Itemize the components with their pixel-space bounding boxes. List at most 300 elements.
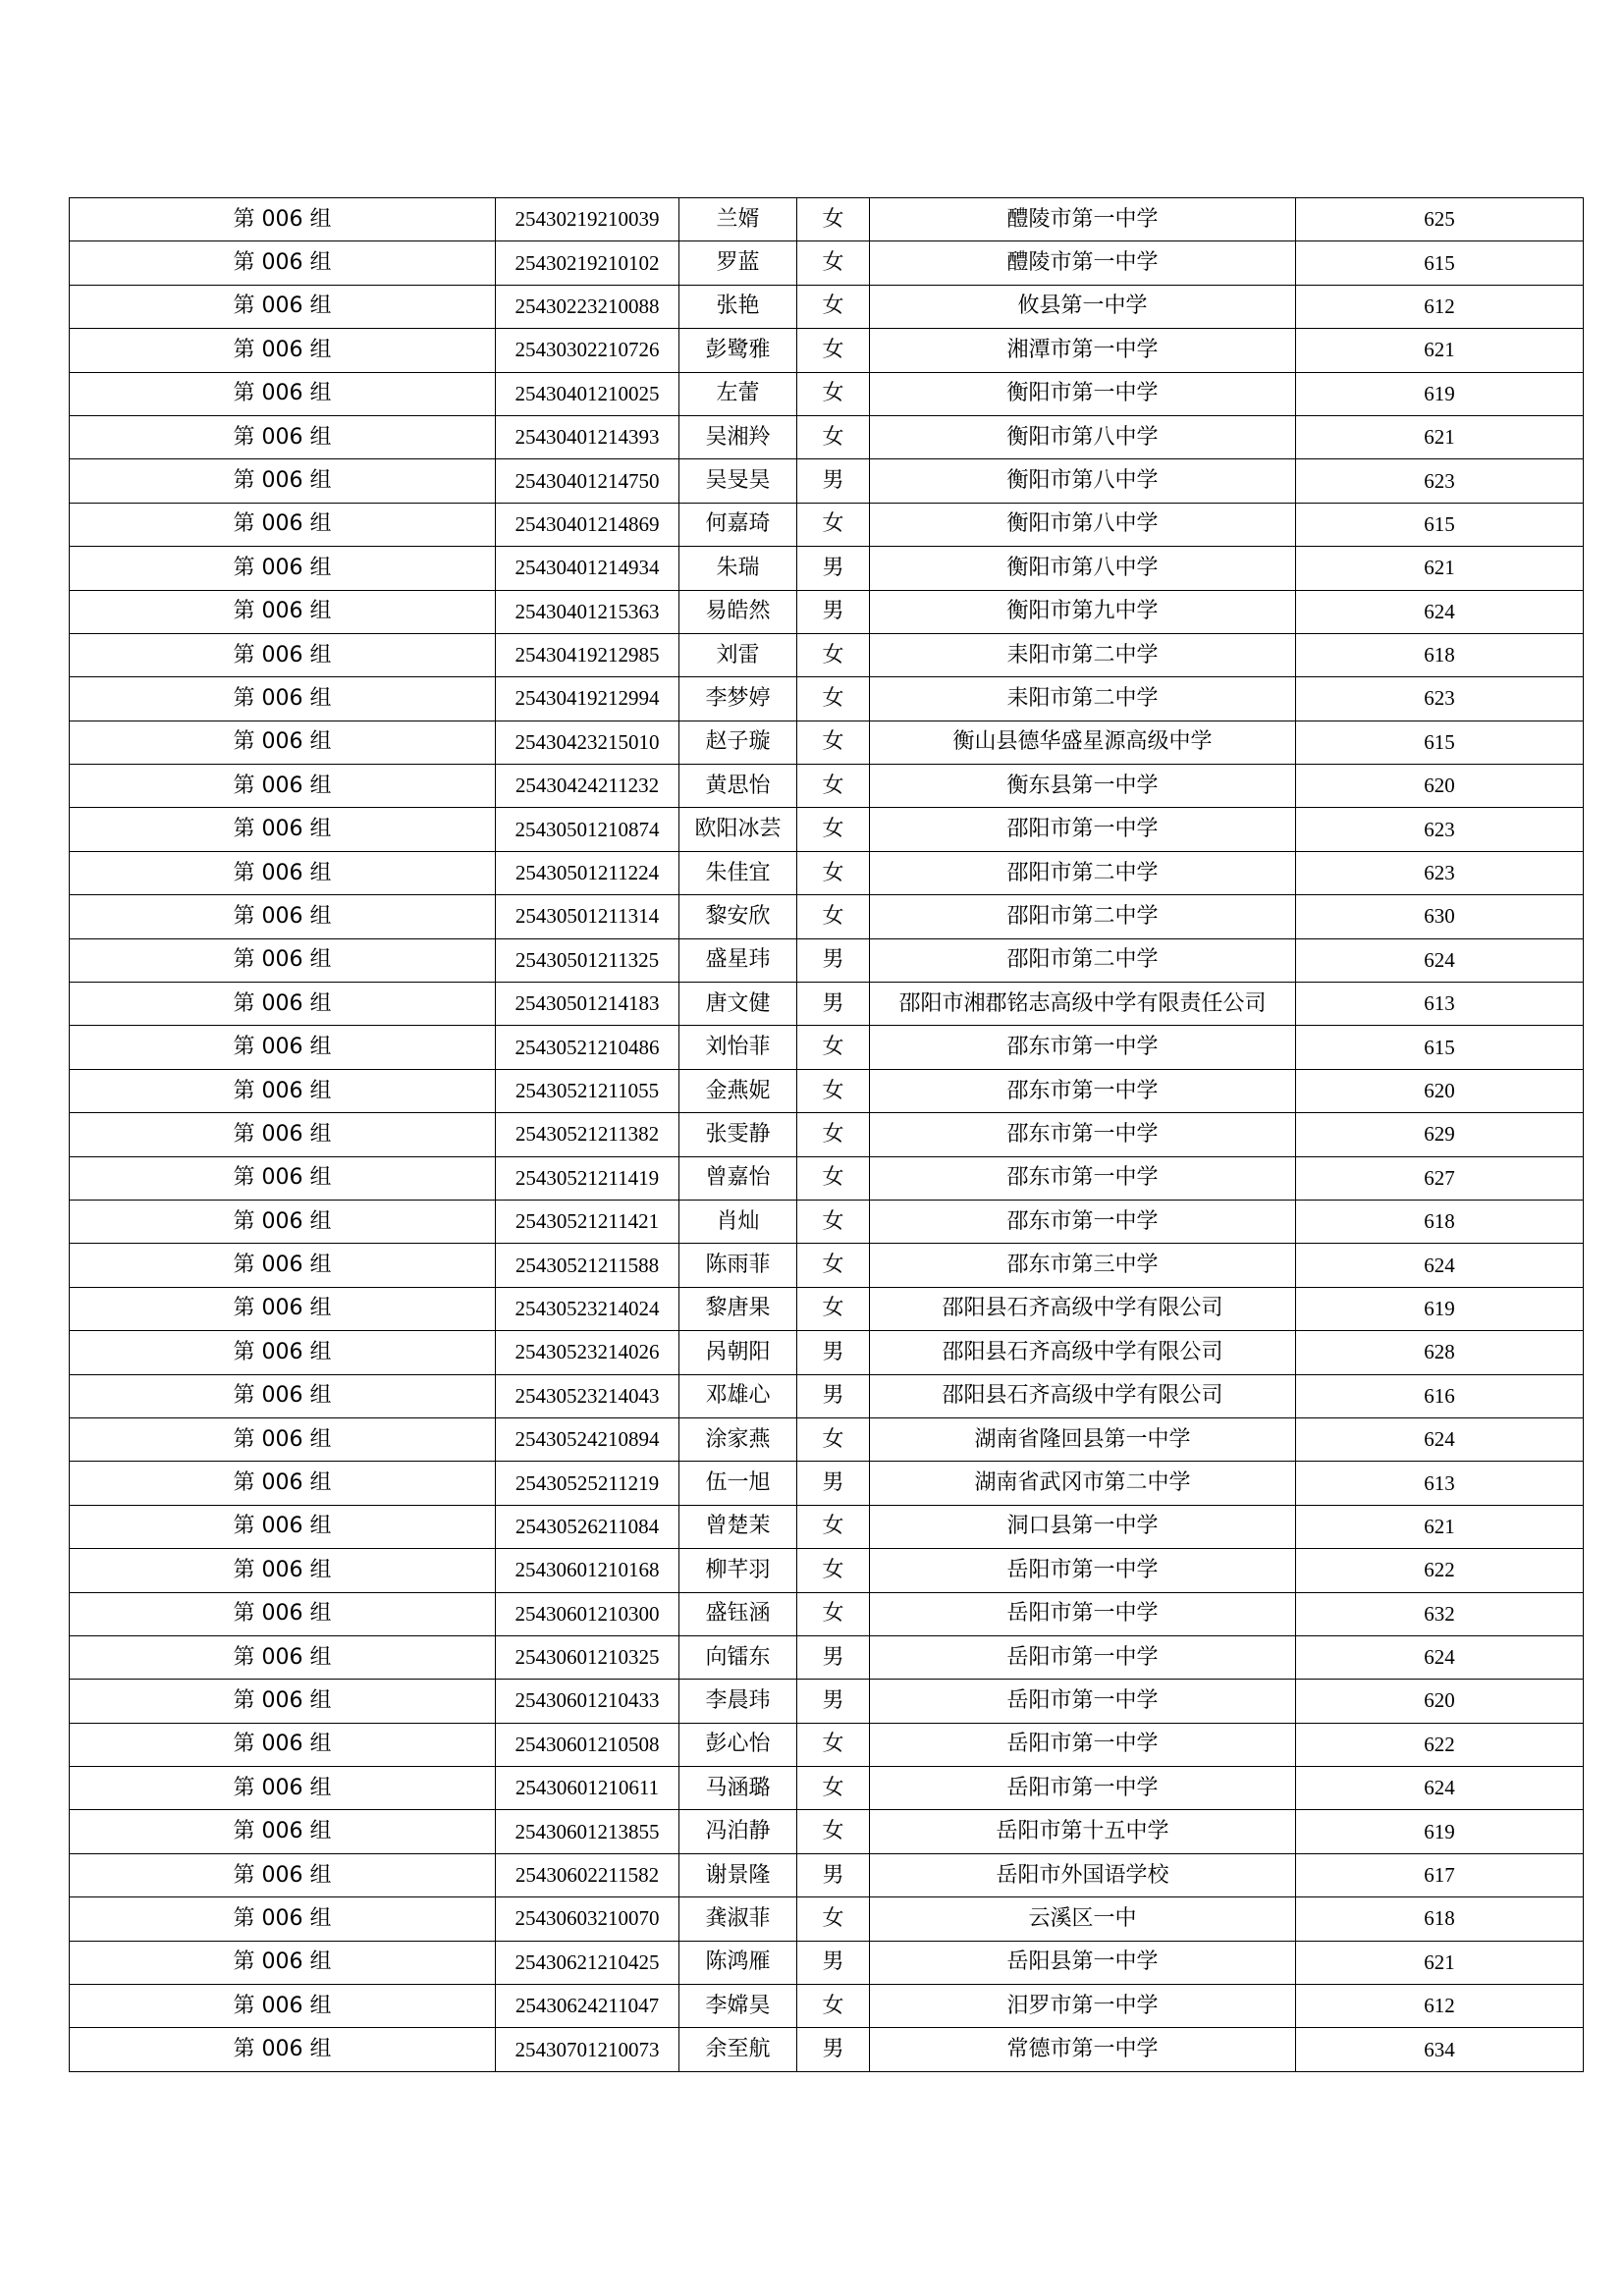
score-cell: 621 [1296,1505,1584,1548]
table-row [70,1635,1584,1679]
score-cell: 619 [1296,1287,1584,1330]
student-name-cell: 黎唐果 [679,1287,797,1330]
group-cell: 第 006 组 [70,1505,496,1548]
gender-cell: 男 [797,1635,870,1679]
student-name-cell: 兰婿 [679,198,797,241]
school-cell: 邵阳县石齐高级中学有限公司 [870,1331,1296,1374]
score-cell: 630 [1296,895,1584,938]
exam-id-cell: 25430601213855 [496,1810,679,1853]
score-cell: 623 [1296,851,1584,894]
student-name-cell: 张雯静 [679,1113,797,1156]
score-cell: 624 [1296,1767,1584,1810]
school-cell: 邵阳市湘郡铭志高级中学有限责任公司 [870,983,1296,1026]
student-name-cell: 唐文健 [679,983,797,1026]
score-cell: 620 [1296,765,1584,808]
score-cell: 621 [1296,1941,1584,1984]
gender-cell: 女 [797,1723,870,1766]
student-name-cell: 曾楚茉 [679,1505,797,1548]
gender-cell: 女 [797,1026,870,1069]
group-cell: 第 006 组 [70,983,496,1026]
exam-id-cell: 25430501214183 [496,983,679,1026]
score-cell: 615 [1296,241,1584,285]
group-cell: 第 006 组 [70,1026,496,1069]
score-cell: 624 [1296,1244,1584,1287]
gender-cell: 男 [797,983,870,1026]
student-name-cell: 金燕妮 [679,1069,797,1112]
table-row [70,285,1584,328]
score-cell: 628 [1296,1331,1584,1374]
score-cell: 620 [1296,1680,1584,1723]
student-name-cell: 余至航 [679,2028,797,2071]
school-cell: 衡阳市第九中学 [870,590,1296,633]
group-cell: 第 006 组 [70,1985,496,2028]
gender-cell: 女 [797,1417,870,1461]
group-cell: 第 006 组 [70,2028,496,2071]
student-name-cell: 张艳 [679,285,797,328]
exam-id-cell: 25430401215363 [496,590,679,633]
exam-id-cell: 25430525211219 [496,1462,679,1505]
table-row [70,198,1584,241]
gender-cell: 女 [797,1505,870,1548]
group-cell: 第 006 组 [70,1810,496,1853]
table-row [70,938,1584,982]
group-cell: 第 006 组 [70,372,496,415]
exam-id-cell: 25430526211084 [496,1505,679,1548]
group-cell: 第 006 组 [70,1287,496,1330]
table-row [70,983,1584,1026]
gender-cell: 女 [797,633,870,676]
exam-id-cell: 25430523214026 [496,1331,679,1374]
table-row [70,765,1584,808]
table-row [70,547,1584,590]
score-cell: 621 [1296,329,1584,372]
score-cell: 615 [1296,1026,1584,1069]
gender-cell: 女 [797,1810,870,1853]
exam-id-cell: 25430523214043 [496,1374,679,1417]
gender-cell: 男 [797,1331,870,1374]
score-cell: 624 [1296,1417,1584,1461]
exam-id-cell: 25430601210168 [496,1549,679,1592]
group-cell: 第 006 组 [70,1680,496,1723]
student-name-cell: 盛星玮 [679,938,797,982]
school-cell: 岳阳市第一中学 [870,1635,1296,1679]
score-cell: 622 [1296,1723,1584,1766]
school-cell: 邵阳市第一中学 [870,808,1296,851]
exam-id-cell: 25430401214393 [496,415,679,458]
student-name-cell: 邓雄心 [679,1374,797,1417]
score-cell: 621 [1296,415,1584,458]
table-row [70,459,1584,503]
score-cell: 615 [1296,721,1584,764]
student-name-cell: 龚淑菲 [679,1897,797,1941]
group-cell: 第 006 组 [70,547,496,590]
table-row [70,1331,1584,1374]
score-cell: 623 [1296,459,1584,503]
student-name-cell: 曾嘉怡 [679,1156,797,1200]
gender-cell: 女 [797,1549,870,1592]
gender-cell: 男 [797,1680,870,1723]
gender-cell: 女 [797,1897,870,1941]
table-row [70,1244,1584,1287]
gender-cell: 女 [797,1592,870,1635]
group-cell: 第 006 组 [70,808,496,851]
group-cell: 第 006 组 [70,285,496,328]
gender-cell: 女 [797,285,870,328]
school-cell: 邵阳县石齐高级中学有限公司 [870,1374,1296,1417]
exam-id-cell: 25430521211055 [496,1069,679,1112]
school-cell: 邵阳市第二中学 [870,851,1296,894]
table-row [70,372,1584,415]
gender-cell: 女 [797,851,870,894]
exam-id-cell: 25430223210088 [496,285,679,328]
gender-cell: 男 [797,1853,870,1896]
gender-cell: 男 [797,1374,870,1417]
gender-cell: 女 [797,1200,870,1243]
school-cell: 洞口县第一中学 [870,1505,1296,1548]
student-name-cell: 彭鹭雅 [679,329,797,372]
exam-id-cell: 25430501211224 [496,851,679,894]
gender-cell: 女 [797,1985,870,2028]
group-cell: 第 006 组 [70,1156,496,1200]
exam-id-cell: 25430501210874 [496,808,679,851]
score-cell: 612 [1296,1985,1584,2028]
school-cell: 醴陵市第一中学 [870,241,1296,285]
table-row [70,895,1584,938]
score-cell: 621 [1296,547,1584,590]
table-row [70,1853,1584,1896]
group-cell: 第 006 组 [70,851,496,894]
student-name-cell: 涂家燕 [679,1417,797,1461]
exam-id-cell: 25430621210425 [496,1941,679,1984]
group-cell: 第 006 组 [70,633,496,676]
student-name-cell: 易皓然 [679,590,797,633]
score-cell: 620 [1296,1069,1584,1112]
exam-id-cell: 25430601210300 [496,1592,679,1635]
exam-id-cell: 25430624211047 [496,1985,679,2028]
group-cell: 第 006 组 [70,1417,496,1461]
table-row [70,2028,1584,2071]
school-cell: 岳阳市第十五中学 [870,1810,1296,1853]
gender-cell: 女 [797,808,870,851]
score-cell: 623 [1296,808,1584,851]
exam-id-cell: 25430501211325 [496,938,679,982]
group-cell: 第 006 组 [70,1592,496,1635]
table-row [70,1287,1584,1330]
exam-id-cell: 25430521211588 [496,1244,679,1287]
group-cell: 第 006 组 [70,677,496,721]
school-cell: 耒阳市第二中学 [870,633,1296,676]
table-row [70,1026,1584,1069]
gender-cell: 男 [797,938,870,982]
exam-id-cell: 25430424211232 [496,765,679,808]
school-cell: 邵东市第一中学 [870,1156,1296,1200]
score-cell: 623 [1296,677,1584,721]
group-cell: 第 006 组 [70,590,496,633]
table-row [70,329,1584,372]
gender-cell: 女 [797,1244,870,1287]
school-cell: 衡阳市第八中学 [870,415,1296,458]
gender-cell: 女 [797,677,870,721]
group-cell: 第 006 组 [70,765,496,808]
student-name-cell: 黄思怡 [679,765,797,808]
school-cell: 衡阳市第八中学 [870,503,1296,546]
table-row [70,1897,1584,1941]
table-row [70,721,1584,764]
exam-id-cell: 25430601210433 [496,1680,679,1723]
gender-cell: 女 [797,1287,870,1330]
gender-cell: 女 [797,765,870,808]
exam-id-cell: 25430601210508 [496,1723,679,1766]
school-cell: 衡东县第一中学 [870,765,1296,808]
student-name-cell: 李晨玮 [679,1680,797,1723]
group-cell: 第 006 组 [70,1331,496,1374]
exam-id-cell: 25430219210039 [496,198,679,241]
student-name-cell: 赵子璇 [679,721,797,764]
student-name-cell: 朱瑞 [679,547,797,590]
group-cell: 第 006 组 [70,415,496,458]
school-cell: 邵东市第一中学 [870,1069,1296,1112]
roster-table [69,197,1584,2072]
school-cell: 衡山县德华盛星源高级中学 [870,721,1296,764]
student-name-cell: 向镭东 [679,1635,797,1679]
group-cell: 第 006 组 [70,503,496,546]
exam-id-cell: 25430601210325 [496,1635,679,1679]
gender-cell: 男 [797,590,870,633]
exam-id-cell: 25430602211582 [496,1853,679,1896]
table-row [70,1069,1584,1112]
gender-cell: 女 [797,1767,870,1810]
gender-cell: 女 [797,198,870,241]
exam-id-cell: 25430701210073 [496,2028,679,2071]
table-row [70,590,1584,633]
school-cell: 邵阳县石齐高级中学有限公司 [870,1287,1296,1330]
student-name-cell: 盛钰涵 [679,1592,797,1635]
score-cell: 634 [1296,2028,1584,2071]
exam-id-cell: 25430601210611 [496,1767,679,1810]
group-cell: 第 006 组 [70,1200,496,1243]
group-cell: 第 006 组 [70,1374,496,1417]
school-cell: 邵东市第一中学 [870,1113,1296,1156]
school-cell: 醴陵市第一中学 [870,198,1296,241]
student-name-cell: 伍一旭 [679,1462,797,1505]
gender-cell: 女 [797,415,870,458]
exam-id-cell: 25430419212994 [496,677,679,721]
student-name-cell: 罗蓝 [679,241,797,285]
group-cell: 第 006 组 [70,938,496,982]
student-name-cell: 刘雷 [679,633,797,676]
table-row [70,1592,1584,1635]
exam-id-cell: 25430521210486 [496,1026,679,1069]
school-cell: 耒阳市第二中学 [870,677,1296,721]
score-cell: 625 [1296,198,1584,241]
table-row [70,241,1584,285]
exam-id-cell: 25430423215010 [496,721,679,764]
exam-id-cell: 25430401210025 [496,372,679,415]
score-cell: 619 [1296,372,1584,415]
group-cell: 第 006 组 [70,1113,496,1156]
school-cell: 岳阳市第一中学 [870,1680,1296,1723]
school-cell: 攸县第一中学 [870,285,1296,328]
table-row [70,1417,1584,1461]
school-cell: 邵阳市第二中学 [870,938,1296,982]
group-cell: 第 006 组 [70,1767,496,1810]
group-cell: 第 006 组 [70,329,496,372]
gender-cell: 女 [797,503,870,546]
school-cell: 云溪区一中 [870,1897,1296,1941]
score-cell: 618 [1296,1200,1584,1243]
student-name-cell: 李嫦昊 [679,1985,797,2028]
exam-id-cell: 25430603210070 [496,1897,679,1941]
exam-id-cell: 25430521211419 [496,1156,679,1200]
exam-id-cell: 25430401214750 [496,459,679,503]
score-cell: 624 [1296,590,1584,633]
score-cell: 627 [1296,1156,1584,1200]
school-cell: 常德市第一中学 [870,2028,1296,2071]
group-cell: 第 006 组 [70,1723,496,1766]
student-name-cell: 陈鸿雁 [679,1941,797,1984]
school-cell: 邵东市第三中学 [870,1244,1296,1287]
exam-id-cell: 25430521211382 [496,1113,679,1156]
student-name-cell: 李梦婷 [679,677,797,721]
student-name-cell: 马涵璐 [679,1767,797,1810]
student-name-cell: 吴湘羚 [679,415,797,458]
student-name-cell: 冯泊静 [679,1810,797,1853]
gender-cell: 男 [797,1462,870,1505]
score-cell: 618 [1296,633,1584,676]
table-row [70,1723,1584,1766]
exam-id-cell: 25430219210102 [496,241,679,285]
group-cell: 第 006 组 [70,721,496,764]
score-cell: 624 [1296,1635,1584,1679]
school-cell: 衡阳市第一中学 [870,372,1296,415]
exam-id-cell: 25430501211314 [496,895,679,938]
table-row [70,1113,1584,1156]
school-cell: 邵东市第一中学 [870,1200,1296,1243]
table-row [70,1941,1584,1984]
gender-cell: 男 [797,459,870,503]
exam-id-cell: 25430419212985 [496,633,679,676]
table-row [70,1549,1584,1592]
group-cell: 第 006 组 [70,241,496,285]
table-row [70,1767,1584,1810]
table-row [70,1505,1584,1548]
student-name-cell: 谢景隆 [679,1853,797,1896]
school-cell: 岳阳市外国语学校 [870,1853,1296,1896]
score-cell: 616 [1296,1374,1584,1417]
gender-cell: 女 [797,721,870,764]
group-cell: 第 006 组 [70,459,496,503]
roster-sheet [69,197,1583,2072]
gender-cell: 女 [797,329,870,372]
table-row [70,415,1584,458]
score-cell: 622 [1296,1549,1584,1592]
roster-table-body [70,198,1584,2072]
school-cell: 衡阳市第八中学 [870,459,1296,503]
student-name-cell: 何嘉琦 [679,503,797,546]
student-name-cell: 朱佳宜 [679,851,797,894]
table-row [70,1680,1584,1723]
group-cell: 第 006 组 [70,198,496,241]
school-cell: 衡阳市第八中学 [870,547,1296,590]
table-row [70,1374,1584,1417]
school-cell: 岳阳市第一中学 [870,1592,1296,1635]
score-cell: 612 [1296,285,1584,328]
group-cell: 第 006 组 [70,1635,496,1679]
table-row [70,1156,1584,1200]
school-cell: 邵东市第一中学 [870,1026,1296,1069]
group-cell: 第 006 组 [70,1549,496,1592]
table-row [70,1200,1584,1243]
gender-cell: 男 [797,547,870,590]
score-cell: 618 [1296,1897,1584,1941]
exam-id-cell: 25430523214024 [496,1287,679,1330]
score-cell: 613 [1296,983,1584,1026]
student-name-cell: 呙朝阳 [679,1331,797,1374]
group-cell: 第 006 组 [70,1853,496,1896]
table-row [70,808,1584,851]
student-name-cell: 吴旻昊 [679,459,797,503]
exam-id-cell: 25430302210726 [496,329,679,372]
score-cell: 619 [1296,1810,1584,1853]
school-cell: 汨罗市第一中学 [870,1985,1296,2028]
score-cell: 615 [1296,503,1584,546]
student-name-cell: 欧阳冰芸 [679,808,797,851]
gender-cell: 女 [797,1113,870,1156]
table-row [70,503,1584,546]
student-name-cell: 黎安欣 [679,895,797,938]
table-row [70,677,1584,721]
gender-cell: 女 [797,1156,870,1200]
student-name-cell: 左蕾 [679,372,797,415]
exam-id-cell: 25430521211421 [496,1200,679,1243]
group-cell: 第 006 组 [70,1462,496,1505]
gender-cell: 男 [797,2028,870,2071]
score-cell: 632 [1296,1592,1584,1635]
exam-id-cell: 25430401214934 [496,547,679,590]
gender-cell: 女 [797,372,870,415]
group-cell: 第 006 组 [70,1069,496,1112]
group-cell: 第 006 组 [70,1941,496,1984]
score-cell: 613 [1296,1462,1584,1505]
gender-cell: 男 [797,1941,870,1984]
exam-id-cell: 25430401214869 [496,503,679,546]
group-cell: 第 006 组 [70,895,496,938]
table-row [70,633,1584,676]
table-row [70,1810,1584,1853]
table-row [70,1985,1584,2028]
score-cell: 629 [1296,1113,1584,1156]
student-name-cell: 陈雨菲 [679,1244,797,1287]
table-row [70,851,1584,894]
school-cell: 岳阳市第一中学 [870,1767,1296,1810]
school-cell: 邵阳市第二中学 [870,895,1296,938]
school-cell: 岳阳市第一中学 [870,1549,1296,1592]
school-cell: 湖南省武冈市第二中学 [870,1462,1296,1505]
school-cell: 湖南省隆回县第一中学 [870,1417,1296,1461]
exam-id-cell: 25430524210894 [496,1417,679,1461]
group-cell: 第 006 组 [70,1897,496,1941]
student-name-cell: 刘怡菲 [679,1026,797,1069]
score-cell: 624 [1296,938,1584,982]
gender-cell: 女 [797,895,870,938]
student-name-cell: 彭心怡 [679,1723,797,1766]
group-cell: 第 006 组 [70,1244,496,1287]
gender-cell: 女 [797,241,870,285]
school-cell: 岳阳市第一中学 [870,1723,1296,1766]
school-cell: 湘潭市第一中学 [870,329,1296,372]
student-name-cell: 肖灿 [679,1200,797,1243]
gender-cell: 女 [797,1069,870,1112]
